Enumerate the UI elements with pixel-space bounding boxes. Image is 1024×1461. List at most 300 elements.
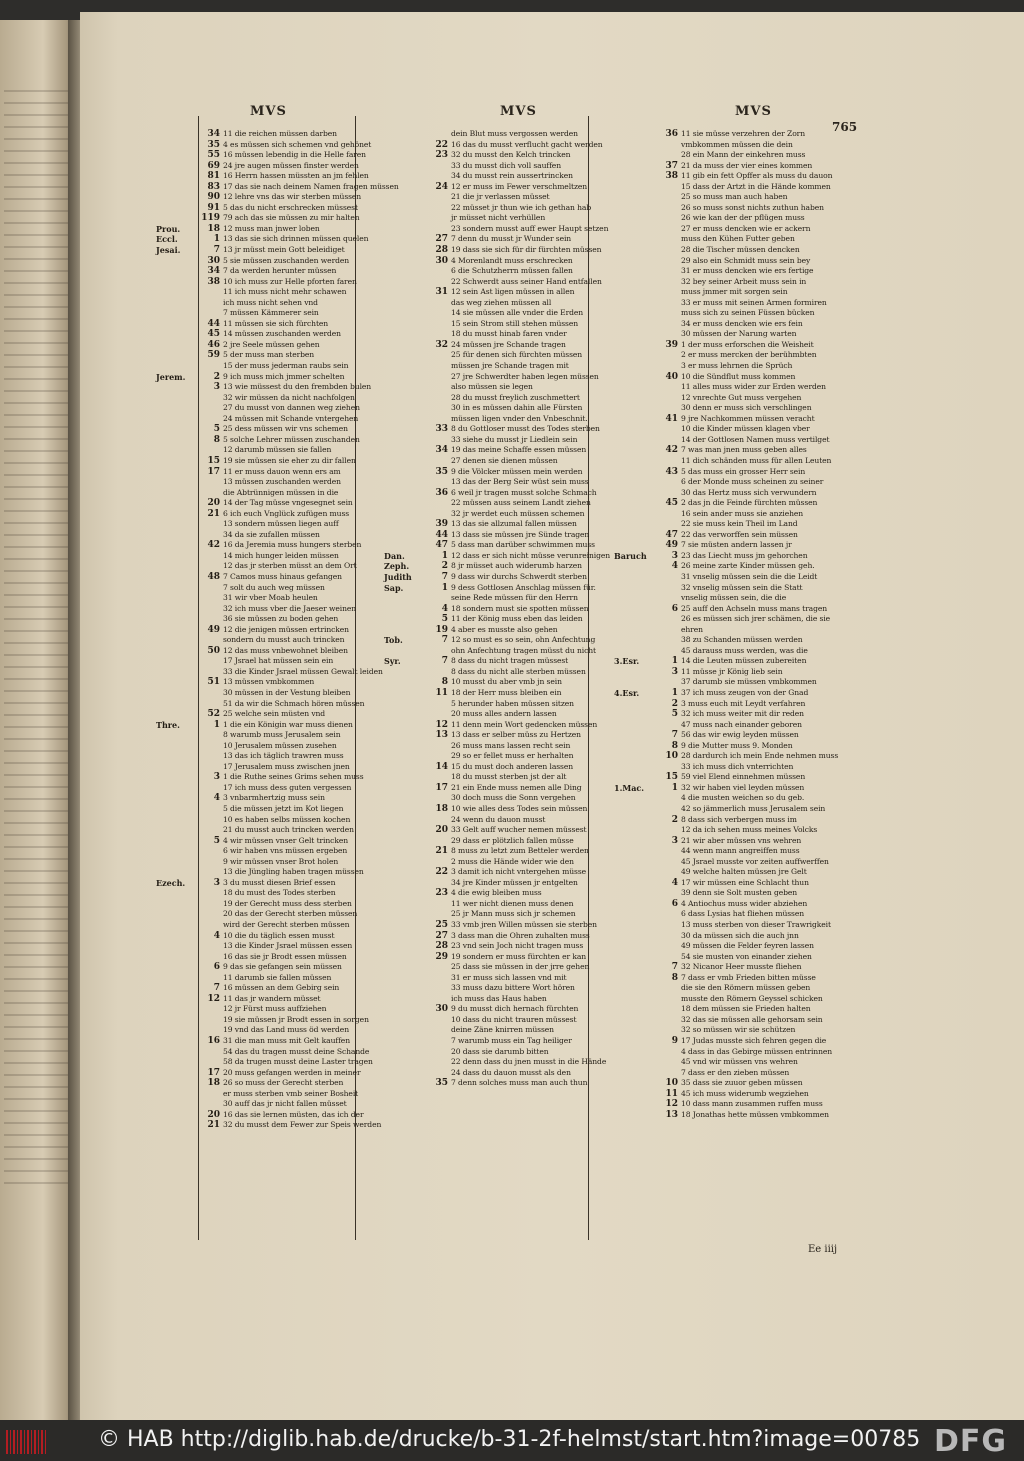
- concordance-entry: [384, 192, 610, 203]
- book-abbrev: [384, 920, 426, 931]
- book-abbrev: [614, 815, 656, 826]
- entry-text: 13 wie müssest du den frembden bulen: [223, 382, 372, 392]
- chapter-number: [656, 224, 681, 235]
- chapter-number: 14: [435, 761, 448, 772]
- chapter-number: 19: [435, 624, 448, 635]
- concordance-entry: [614, 393, 838, 404]
- entry-text: 4 Morenlandt muss erschrecken: [451, 255, 573, 265]
- chapter-number: 11: [435, 687, 448, 698]
- concordance-entry: [156, 1120, 399, 1131]
- concordance-entry: [384, 140, 610, 151]
- entry-text: 7 dass er vmb Frieden bitten müsse: [681, 972, 816, 982]
- concordance-entry: [156, 762, 399, 773]
- chapter-number: 23: [435, 888, 448, 899]
- chapter-number: [426, 667, 451, 678]
- chapter-number: 28: [435, 941, 448, 952]
- chapter-number: [656, 677, 681, 688]
- book-abbrev: [156, 150, 198, 161]
- chapter-number: [656, 234, 681, 245]
- concordance-entry: [614, 245, 838, 256]
- concordance-entry: [156, 1110, 399, 1121]
- entry-text: 10 musst du aber vmb jn sein: [451, 677, 562, 687]
- chapter-number: 7: [213, 983, 220, 994]
- page-number: 765: [832, 120, 858, 134]
- concordance-entry: [614, 403, 838, 414]
- book-abbrev: [614, 361, 656, 372]
- concordance-entry: [384, 234, 610, 245]
- entry-text: 10 ich muss zur Helle pforten faren: [223, 276, 357, 286]
- entry-text: 10 wie alles dess Todes sein müssen: [451, 804, 588, 813]
- concordance-entry: [156, 1099, 399, 1110]
- entry-text: 26 meine zarte Kinder müssen geh.: [681, 561, 815, 571]
- concordance-entry: [614, 329, 838, 340]
- book-abbrev: [156, 688, 198, 699]
- concordance-entry: [614, 414, 838, 425]
- entry-text: 13 das sie allzumal fallen müssen: [451, 519, 577, 529]
- concordance-entry: [384, 1025, 610, 1036]
- concordance-entry: [384, 656, 610, 667]
- concordance-entry: [614, 646, 838, 657]
- chapter-number: [198, 308, 223, 319]
- book-abbrev: [614, 319, 656, 330]
- chapter-number: 59: [207, 350, 220, 361]
- book-abbrev: [384, 161, 426, 172]
- chapter-number: [198, 551, 223, 562]
- book-abbrev: [384, 530, 426, 541]
- chapter-number: [656, 635, 681, 646]
- chapter-number: [656, 720, 681, 731]
- entry-text: 31 die man muss mit Gelt kauffen: [223, 1036, 350, 1046]
- concordance-entry: [156, 530, 399, 541]
- entry-text: 12 vnrechte Gut muss vergehen: [681, 392, 802, 402]
- book-abbrev: [614, 1110, 656, 1121]
- book-abbrev: Prou.: [156, 223, 181, 234]
- book-abbrev: [156, 709, 198, 720]
- chapter-number: [656, 625, 681, 636]
- concordance-entry: [384, 878, 610, 889]
- concordance-entry: [614, 962, 838, 973]
- concordance-entry: [614, 572, 838, 583]
- book-abbrev: [156, 140, 198, 151]
- entry-text: 12 das muss vnbewohnet bleiben: [223, 645, 348, 655]
- chapter-number: 37: [665, 160, 678, 171]
- concordance-entry: [156, 878, 399, 889]
- book-abbrev: [614, 403, 656, 414]
- entry-text: 39 denn sie Solt musten geben: [681, 888, 798, 898]
- chapter-number: [656, 994, 681, 1005]
- entry-text: 30 da müssen sich die auch jnn: [681, 930, 799, 940]
- chapter-number: [656, 952, 681, 963]
- entry-text: 3 du musst diesen Brief essen: [223, 877, 336, 887]
- chapter-number: [198, 815, 223, 826]
- concordance-entry: [384, 973, 610, 984]
- concordance-entry: [156, 224, 399, 235]
- entry-text: 1 die ein Königin war muss dienen: [223, 719, 353, 729]
- book-abbrev: [156, 836, 198, 847]
- concordance-entry: [384, 361, 610, 372]
- entry-text: 9 das sie gefangen sein müssen: [223, 962, 342, 972]
- concordance-entry: [156, 688, 399, 699]
- concordance-entry: [614, 983, 838, 994]
- book-abbrev: [384, 319, 426, 330]
- entry-text: 42 so jämmerlich muss Jerusalem sein: [681, 804, 826, 813]
- book-abbrev: [156, 793, 198, 804]
- concordance-entry: [156, 1047, 399, 1058]
- chapter-number: 55: [207, 150, 220, 161]
- concordance-entry: [156, 751, 399, 762]
- concordance-entry: [614, 445, 838, 456]
- concordance-entry: [614, 488, 838, 499]
- book-abbrev: [156, 888, 198, 899]
- chapter-number: 47: [435, 540, 448, 551]
- entry-text: 12 sein Ast ligen müssen in allen: [451, 287, 575, 297]
- book-abbrev: Thre.: [156, 719, 180, 730]
- concordance-entry: [614, 867, 838, 878]
- entry-text: 10 Jerusalem müssen zusehen: [223, 740, 337, 750]
- concordance-entry: [384, 1057, 610, 1068]
- concordance-entry: [384, 340, 610, 351]
- chapter-number: [656, 182, 681, 193]
- entry-text: 17 Jerusalem muss zwischen jnen: [223, 761, 350, 771]
- concordance-entry: [614, 688, 838, 699]
- entry-text: 4 Antiochus muss wider abziehen: [681, 898, 808, 908]
- book-abbrev: [614, 1089, 656, 1100]
- concordance-entry: [384, 825, 610, 836]
- chapter-number: [426, 1057, 451, 1068]
- concordance-entry: [156, 815, 399, 826]
- concordance-entry: [156, 572, 399, 583]
- chapter-number: [656, 857, 681, 868]
- book-abbrev: [156, 561, 198, 572]
- entry-text: 4 die musten weichen so du geb.: [681, 793, 805, 803]
- chapter-number: 29: [435, 951, 448, 962]
- book-abbrev: [384, 488, 426, 499]
- book-abbrev: [384, 667, 426, 678]
- book-abbrev: [384, 688, 426, 699]
- entry-text: 11 dich schänden muss für allen Leuten: [681, 455, 832, 465]
- concordance-entry: [614, 435, 838, 446]
- concordance-entry: [614, 498, 838, 509]
- concordance-entry: [384, 709, 610, 720]
- concordance-entry: [614, 266, 838, 277]
- book-abbrev: [156, 730, 198, 741]
- concordance-entry: [384, 583, 610, 594]
- chapter-number: [656, 793, 681, 804]
- book-abbrev: [614, 161, 656, 172]
- chapter-number: [656, 1057, 681, 1068]
- book-abbrev: [156, 203, 198, 214]
- entry-text: 12 muss man jnwer loben: [223, 223, 320, 233]
- book-abbrev: [614, 857, 656, 868]
- book-abbrev: [156, 741, 198, 752]
- concordance-entry: [384, 308, 610, 319]
- entry-text: 24 müssen mit Schande vntergehen: [223, 413, 359, 423]
- concordance-entry: [614, 762, 838, 773]
- entry-text: 22 denn dass du jnen musst in die Hände: [451, 1057, 607, 1067]
- book-abbrev: [156, 656, 198, 667]
- concordance-entry: [384, 899, 610, 910]
- book-abbrev: [156, 498, 198, 509]
- hab-logo-icon: [6, 1430, 46, 1454]
- concordance-entry: [614, 382, 838, 393]
- chapter-number: [656, 213, 681, 224]
- book-abbrev: [614, 150, 656, 161]
- entry-text: 18 dem müssen sie Frieden halten: [681, 1004, 811, 1014]
- book-abbrev: [614, 203, 656, 214]
- entry-text: 4 dass in das Gebirge müssen entrinnen: [681, 1046, 833, 1056]
- book-abbrev: [156, 340, 198, 351]
- chapter-number: [656, 572, 681, 583]
- book-abbrev: [614, 561, 656, 572]
- concordance-entry: [156, 561, 399, 572]
- entry-text: 23 das Liecht muss jm gehorchen: [681, 550, 808, 560]
- book-abbrev: [156, 530, 198, 541]
- book-abbrev: [614, 1015, 656, 1026]
- concordance-entry: [384, 962, 610, 973]
- chapter-number: [656, 382, 681, 393]
- book-abbrev: Eccl.: [156, 234, 178, 245]
- chapter-number: [198, 1015, 223, 1026]
- book-abbrev: [156, 699, 198, 710]
- concordance-entry: [156, 509, 399, 520]
- concordance-entry: [614, 804, 838, 815]
- chapter-number: [656, 329, 681, 340]
- concordance-entry: [614, 709, 838, 720]
- book-abbrev: [614, 340, 656, 351]
- book-abbrev: [614, 804, 656, 815]
- concordance-entry: [156, 635, 399, 646]
- concordance-entry: [156, 319, 399, 330]
- chapter-number: [426, 836, 451, 847]
- book-abbrev: [614, 994, 656, 1005]
- chapter-number: 2: [213, 371, 220, 382]
- entry-text: 26 so muss sonst nichts zuthun haben: [681, 202, 824, 212]
- book-abbrev: [614, 435, 656, 446]
- entry-text: 1 die Ruthe seines Grims sehen muss: [223, 772, 364, 782]
- entry-text: 13 das sie sich drinnen müssen quelen: [223, 234, 369, 244]
- book-abbrev: [384, 424, 426, 435]
- chapter-number: [426, 224, 451, 235]
- entry-text: ohn Anfechtung tragen müsst du nicht: [451, 645, 596, 655]
- concordance-entry: [156, 361, 399, 372]
- chapter-number: [198, 403, 223, 414]
- entry-text: 13 muss sterben von dieser Trawrigkeit: [681, 920, 831, 930]
- book-abbrev: [156, 846, 198, 857]
- concordance-entry: [614, 952, 838, 963]
- concordance-entry: [156, 329, 399, 340]
- book-abbrev: Dan.: [384, 550, 405, 561]
- entry-text: 32 ich muss vber die Jaeser weinen: [223, 603, 357, 613]
- book-abbrev: [614, 741, 656, 752]
- concordance-entry: [156, 393, 399, 404]
- chapter-number: [656, 931, 681, 942]
- concordance-entry: [156, 709, 399, 720]
- concordance-entry: [614, 140, 838, 151]
- concordance-entry: [614, 1047, 838, 1058]
- concordance-entry: [156, 1068, 399, 1079]
- entry-text: 44 wenn mann angreiffen muss: [681, 846, 800, 856]
- entry-text: 5 herunder haben müssen sitzen: [451, 698, 574, 708]
- chapter-number: 13: [435, 730, 448, 741]
- copyright-link[interactable]: © HAB http://diglib.hab.de/drucke/b-31-2f-helmst/start.htm?image=00785: [98, 1427, 921, 1452]
- concordance-entry: [614, 793, 838, 804]
- concordance-entry: [156, 920, 399, 931]
- entry-text: 5 das du nicht erschrecken müssest: [223, 202, 358, 212]
- book-abbrev: [384, 350, 426, 361]
- entry-text: 18 du musst sterben jst der alt: [451, 772, 567, 782]
- entry-text: die Abtrünnigen müssen in die: [223, 487, 339, 497]
- concordance-entry: [156, 783, 399, 794]
- chapter-number: [656, 593, 681, 604]
- chapter-number: 8: [671, 972, 678, 983]
- concordance-entry: [384, 836, 610, 847]
- entry-text: 28 dardurch ich mein Ende nehmen muss: [681, 751, 839, 761]
- entry-text: 51 da wir die Schmach hören müssen: [223, 698, 365, 708]
- concordance-entry: [156, 583, 399, 594]
- entry-text: 5 dass man darüber schwimmen muss: [451, 540, 595, 550]
- chapter-number: [426, 793, 451, 804]
- concordance-entry: [384, 298, 610, 309]
- book-abbrev: Ezech.: [156, 877, 186, 888]
- concordance-entry: [156, 234, 399, 245]
- book-abbrev: [156, 572, 198, 583]
- entry-text: 7 Camos muss hinaus gefangen: [223, 571, 342, 581]
- concordance-entry: [614, 677, 838, 688]
- book-abbrev: [384, 699, 426, 710]
- entry-text: 58 da trugen musst deine Laster tragen: [223, 1057, 373, 1067]
- chapter-number: [198, 867, 223, 878]
- chapter-number: 6: [213, 962, 220, 973]
- concordance-entry: [156, 909, 399, 920]
- entry-text: 6 weil jr tragen musst solche Schmach: [451, 487, 597, 497]
- entry-text: musste den Römern Geyssel schicken: [681, 993, 823, 1003]
- concordance-entry: [156, 129, 399, 140]
- entry-text: 28 du musst freylich zuschmettert: [451, 392, 580, 402]
- entry-text: 19 sie müssen jr Brodt essen in sorgen: [223, 1014, 369, 1024]
- chapter-number: [656, 762, 681, 773]
- book-abbrev: [156, 614, 198, 625]
- chapter-number: [198, 973, 223, 984]
- concordance-entry: [384, 530, 610, 541]
- chapter-number: 42: [665, 445, 678, 456]
- entry-text: 32 Nicanor Heer musste fliehen: [681, 962, 802, 972]
- entry-text: 20 das der Gerecht sterben müssen: [223, 909, 358, 919]
- entry-text: seine Rede müssen für den Herrn: [451, 593, 578, 603]
- chapter-number: [198, 361, 223, 372]
- entry-text: 54 das du tragen musst deine Schande: [223, 1046, 370, 1056]
- book-abbrev: [614, 372, 656, 383]
- book-abbrev: [614, 1025, 656, 1036]
- concordance-entry: [384, 509, 610, 520]
- entry-text: 21 wir aber müssen vns wehren: [681, 835, 802, 845]
- chapter-number: [656, 266, 681, 277]
- entry-text: 12 er muss im Fewer verschmeltzen: [451, 181, 588, 191]
- entry-text: 26 so muss der Gerecht sterben: [223, 1078, 344, 1088]
- concordance-entry: [614, 878, 838, 889]
- entry-text: 17 Judas musste sich fehren gegen die: [681, 1036, 827, 1046]
- book-abbrev: 4.Esr.: [614, 687, 640, 698]
- entry-text: ehren: [681, 624, 703, 634]
- book-abbrev: [614, 266, 656, 277]
- entry-text: 3 muss euch mit Leydt verfahren: [681, 698, 806, 708]
- concordance-entry: [384, 772, 610, 783]
- chapter-number: 45: [665, 498, 678, 509]
- book-abbrev: [384, 857, 426, 868]
- concordance-entry: [614, 593, 838, 604]
- book-abbrev: [384, 287, 426, 298]
- concordance-entry: [156, 836, 399, 847]
- concordance-entry: [614, 994, 838, 1005]
- book-abbrev: [384, 836, 426, 847]
- chapter-number: [426, 1025, 451, 1036]
- concordance-entry: [614, 1099, 838, 1110]
- entry-text: 14 der Tag müsse vngesegnet sein: [223, 498, 353, 508]
- chapter-number: [426, 1015, 451, 1026]
- chapter-number: [426, 878, 451, 889]
- concordance-entry: [384, 150, 610, 161]
- book-abbrev: [156, 1057, 198, 1068]
- book-abbrev: [156, 1047, 198, 1058]
- chapter-number: [198, 1047, 223, 1058]
- book-abbrev: [156, 319, 198, 330]
- book-abbrev: [384, 1004, 426, 1015]
- chapter-number: 49: [665, 540, 678, 551]
- chapter-number: [198, 762, 223, 773]
- chapter-number: 6: [671, 603, 678, 614]
- entry-text: 25 auff den Achseln muss mans tragen: [681, 603, 828, 613]
- chapter-number: [426, 709, 451, 720]
- chapter-number: 1: [671, 782, 678, 793]
- chapter-number: 30: [207, 255, 220, 266]
- book-abbrev: [614, 583, 656, 594]
- book-abbrev: [156, 1099, 198, 1110]
- chapter-number: 2: [671, 814, 678, 825]
- book-abbrev: [384, 150, 426, 161]
- entry-text: 22 das verworffen sein müssen: [681, 529, 798, 539]
- entry-text: 37 darumb sie müssen vmbkommen: [681, 677, 817, 687]
- chapter-number: 12: [435, 719, 448, 730]
- chapter-number: 7: [441, 635, 448, 646]
- book-abbrev: [156, 625, 198, 636]
- chapter-number: [426, 983, 451, 994]
- concordance-entry: [156, 182, 399, 193]
- entry-text: 33 siehe du musst jr Liedlein sein: [451, 434, 578, 444]
- book-abbrev: [614, 625, 656, 636]
- book-abbrev: [156, 192, 198, 203]
- chapter-number: [198, 635, 223, 646]
- book-abbrev: [384, 308, 426, 319]
- entry-text: 34 du musst rein aussertrincken: [451, 171, 573, 181]
- chapter-number: [656, 192, 681, 203]
- entry-text: 11 ich muss nicht mehr schawen: [223, 287, 347, 297]
- book-abbrev: [156, 825, 198, 836]
- book-abbrev: [614, 720, 656, 731]
- book-abbrev: [156, 403, 198, 414]
- entry-text: 20 muss gefangen werden in meiner: [223, 1067, 361, 1077]
- entry-text: 31 er muss dencken wie ers fertige: [681, 266, 814, 276]
- book-abbrev: [614, 424, 656, 435]
- chapter-number: [656, 393, 681, 404]
- book-abbrev: [614, 488, 656, 499]
- entry-text: 30 auff das jr nicht fallen müsset: [223, 1099, 347, 1109]
- book-abbrev: [156, 213, 198, 224]
- entry-text: 29 so er fellet muss er herhalten: [451, 751, 574, 761]
- book-abbrev: [156, 435, 198, 446]
- entry-text: 13 jr müsst mein Gott beleidiget: [223, 245, 345, 255]
- book-abbrev: [156, 1078, 198, 1089]
- concordance-entry: [614, 720, 838, 731]
- entry-text: 30 doch muss die Sonn vergehen: [451, 793, 576, 803]
